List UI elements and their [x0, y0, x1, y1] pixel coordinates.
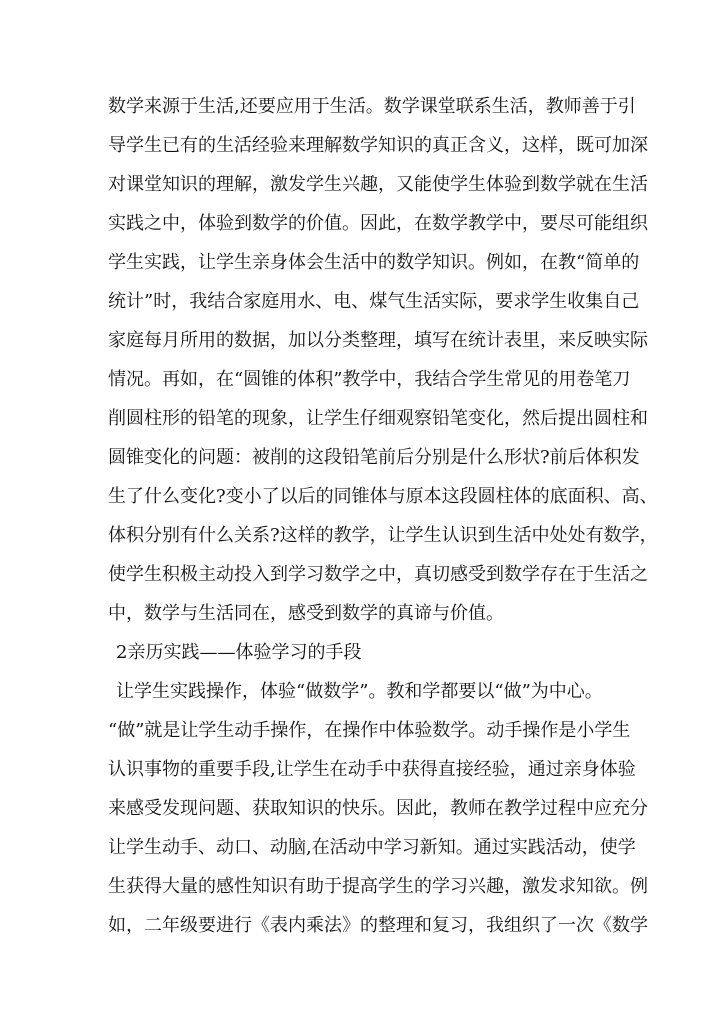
text-line: 让学生动手、动口、动脑,在活动中学习新知。通过实践活动，使学: [108, 837, 636, 858]
text-line: 导学生已有的生活经验来理解数学知识的真正含义，这样，既可加深: [108, 135, 648, 156]
text-line: 实践之中，体验到数学的价值。因此，在数学教学中，要尽可能组织: [108, 213, 648, 234]
text-line: 体积分别有什么关系?这样的教学，让学生认识到生活中处处有数学，: [108, 525, 658, 546]
text-line: 认识事物的重要手段,让学生在动手中获得直接经验，通过亲身体验: [108, 759, 636, 780]
text-line: 统计”时，我结合家庭用水、电、煤气生活实际，要求学生收集自己: [108, 291, 640, 312]
text-line: 来感受发现问题、获取知识的快乐。因此，教师在教学过程中应充分: [108, 798, 648, 819]
text-line: 削圆柱形的铅笔的现象，让学生仔细观察铅笔变化，然后提出圆柱和: [108, 408, 648, 429]
section-heading: 2亲历实践——体验学习的手段: [116, 642, 362, 663]
text-line: 生了什么变化?变小了以后的同锥体与原本这段圆柱体的底面积、高、: [108, 486, 658, 507]
text-line: 生获得大量的感性知识有助于提高学生的学习兴趣，激发求知欲。例: [108, 876, 648, 897]
text-line: 对课堂知识的理解，激发学生兴趣，又能使学生体验到数学就在生活: [108, 174, 648, 195]
text-line: 使学生积极主动投入到学习数学之中，真切感受到数学存在于生活之: [108, 564, 648, 585]
text-line: 让学生实践操作，体验“做数学”。教和学都要以“做”为中心。: [116, 681, 603, 702]
text-line: 学生实践，让学生亲身体会生活中的数学知识。例如，在教“简单的: [108, 252, 640, 273]
text-line: 中，数学与生活同在，感受到数学的真谛与价值。: [108, 603, 504, 624]
text-line: 数学来源于生活,还要应用于生活。数学课堂联系生活，教师善于引: [108, 96, 636, 117]
text-line: “做”就是让学生动手操作，在操作中体验数学。动手操作是小学生: [108, 720, 631, 741]
text-line: 如，二年级要进行《表内乘法》的整理和复习，我组织了一次《数学: [108, 915, 648, 936]
text-line: 家庭每月所用的数据，加以分类整理，填写在统计表里，来反映实际: [108, 330, 648, 351]
text-line: 圆锥变化的问题：被削的这段铅笔前后分别是什么形状?前后体积发: [108, 447, 640, 468]
text-line: 情况。再如，在“圆锥的体积”教学中，我结合学生常见的用卷笔刀: [108, 369, 631, 390]
